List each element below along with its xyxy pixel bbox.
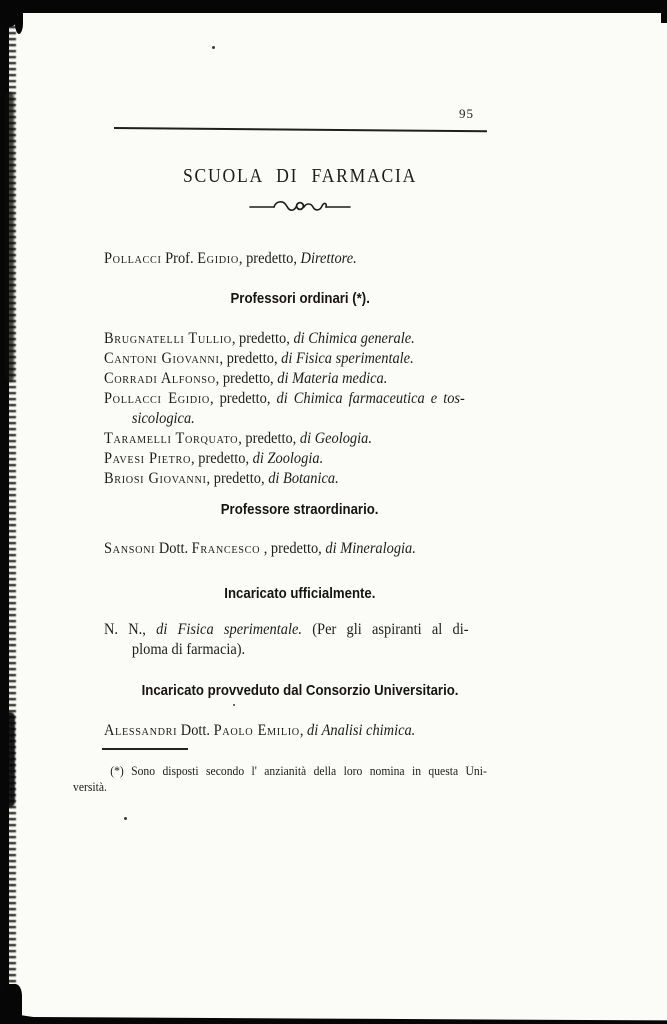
section-heading-straordinario: Professore straordinario. <box>221 501 379 518</box>
text-segment: Paolo Emilio <box>213 722 300 739</box>
sansoni-line <box>104 539 416 559</box>
professor-row <box>104 469 465 489</box>
text-segment: Brugnatelli Tullio <box>104 330 232 347</box>
text-segment: (Per gli aspiranti al di- <box>301 621 469 638</box>
text-segment: Dott. <box>177 722 214 739</box>
scan-mark-top-right <box>661 0 667 23</box>
text-segment: Direttore. <box>300 250 357 267</box>
alessandri-line <box>104 721 415 741</box>
ordinari-list <box>104 329 465 489</box>
director-line <box>104 249 357 269</box>
nn-line-continuation <box>104 640 469 660</box>
text-segment: Sansoni <box>104 540 156 557</box>
header-rule <box>114 127 487 132</box>
text-segment: , predetto, <box>209 390 277 407</box>
paper-speck <box>124 817 127 820</box>
nn-paragraph <box>104 620 469 660</box>
section-heading-ordinari: Professori ordinari (*). <box>230 290 370 307</box>
text-segment: Taramelli Torquato <box>104 430 239 447</box>
page-title: SCUOLA DI FARMACIA <box>182 165 418 187</box>
section-heading-incaricato: Incaricato ufficialmente. <box>224 585 376 602</box>
text-segment: di Zoologia. <box>252 450 324 467</box>
text-segment: , predetto, <box>238 250 301 267</box>
text-segment: Alessandri <box>104 722 178 739</box>
text-segment: di Analisi chimica. <box>307 722 416 739</box>
text-segment: ploma di farmacia). <box>131 641 246 658</box>
text-segment: di Chimica farmaceutica e tos- <box>276 390 465 407</box>
text-segment: sicologica. <box>131 410 195 427</box>
text-segment: Prof. <box>161 250 198 267</box>
text-segment: Dott. <box>155 540 192 557</box>
text-segment: Pollacci Egidio <box>104 390 210 407</box>
text-segment: , <box>299 722 308 739</box>
text-segment: , predetto, <box>219 350 282 367</box>
text-segment: , predetto, <box>231 330 294 347</box>
text-segment: , predetto, <box>238 430 300 447</box>
footnote-line: (*) Sono disposti secondo l' anzianità della loro nomina in questa Uni- <box>110 764 487 778</box>
paper-speck <box>212 46 215 49</box>
binding-blot-lower <box>4 712 15 807</box>
scan-edge-top <box>0 0 667 13</box>
text-segment: Corradi Alfonso <box>104 370 216 387</box>
professor-row <box>104 429 465 449</box>
text-segment: , predetto, <box>206 470 269 487</box>
text-segment: di Botanica. <box>268 470 339 487</box>
text-segment: di Fisica sperimentale. <box>281 350 414 367</box>
footnote-line: versità. <box>73 780 107 794</box>
text-segment: N. N., <box>104 621 157 638</box>
ornament-divider <box>104 199 496 218</box>
text-segment: di Mineralogia. <box>325 540 416 557</box>
text-segment: di Materia medica. <box>277 370 388 387</box>
text-segment: , predetto, <box>215 370 278 387</box>
text-segment: Francesco <box>191 540 261 557</box>
paper-speck <box>233 704 235 706</box>
text-segment: Pavesi Pietro <box>104 450 192 467</box>
professor-row <box>104 329 465 349</box>
scan-edge-bottom <box>0 1012 667 1024</box>
text-segment: Briosi Giovanni <box>104 470 207 487</box>
footnote-rule <box>102 748 188 750</box>
nn-line <box>104 620 469 640</box>
fleuron-divider-icon <box>248 199 352 213</box>
binding-blot-upper <box>5 92 14 382</box>
text-segment: , predetto, <box>191 450 253 467</box>
section-heading-consorzio: Incaricato provveduto dal Consorzio Universitario. <box>141 682 459 699</box>
text-segment: Pollacci <box>104 250 162 267</box>
text-segment: Cantoni Giovanni <box>104 350 220 367</box>
professor-row <box>104 369 465 389</box>
professor-row-continuation <box>104 409 465 429</box>
professor-row <box>104 349 465 369</box>
professor-row <box>104 449 465 469</box>
text-segment: di Geologia. <box>299 430 372 447</box>
professor-row <box>104 389 465 409</box>
text-segment: , predetto, <box>260 540 326 557</box>
text-segment: di Chimica generale. <box>293 330 415 347</box>
text-segment: Egidio <box>197 250 239 267</box>
text-segment: di Fisica sperimentale. <box>156 621 302 638</box>
footnote <box>73 763 487 795</box>
page-number: 95 <box>459 106 474 121</box>
